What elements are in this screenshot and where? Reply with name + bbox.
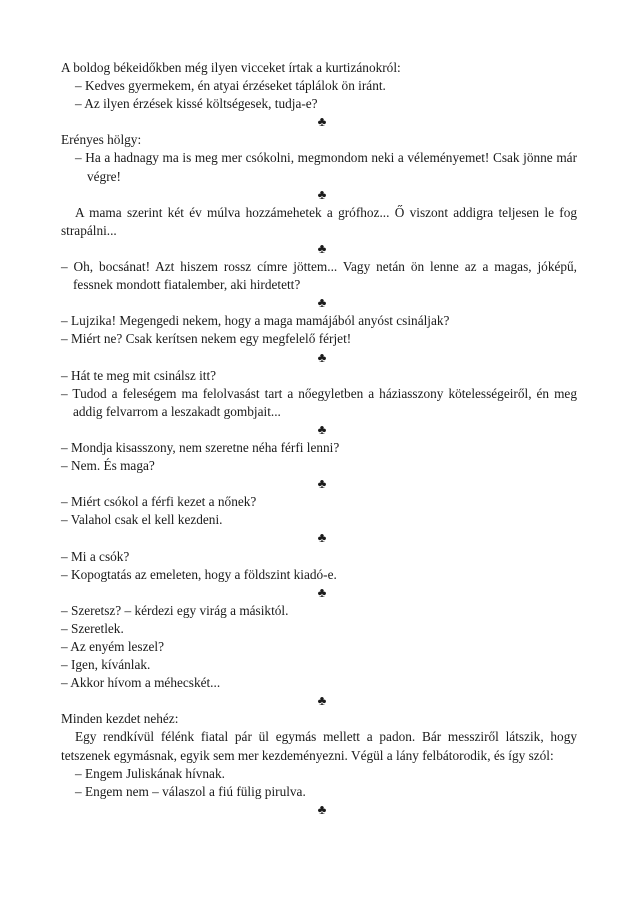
club-separator: ♣ xyxy=(317,421,327,437)
club-separator: ♣ xyxy=(317,114,327,130)
dialogue-line: – Miért ne? Csak kerítsen nekem egy megfelelő férjet! xyxy=(61,331,352,347)
club-separator: ♣ xyxy=(317,693,327,709)
club-separator: ♣ xyxy=(317,476,327,492)
dialogue-line: – Engem Juliskának hívnak. xyxy=(75,765,225,781)
dialogue-line: – Tudod a feleségem ma felolvasást tart a nőegyletben a háziasszony kötelességeiről, én meg addig felvarrom a leszakadt gombjait... xyxy=(61,385,577,419)
club-separator: ♣ xyxy=(317,240,327,256)
dialogue-line: – Mondja kisasszony, nem szeretne néha férfi lenni? xyxy=(61,439,340,455)
club-separator: ♣ xyxy=(317,295,327,311)
dialogue-line: – Miért csókol a férfi kezet a nőnek? xyxy=(61,494,257,510)
dialogue-line: – Nem. És maga? xyxy=(61,458,155,474)
dialogue-line: – Szeretlek. xyxy=(61,620,124,636)
dialogue-line: – Szeretsz? – kérdezi egy virág a másiktól. xyxy=(61,602,289,618)
club-separator: ♣ xyxy=(317,186,327,202)
dialogue-line: – Az ilyen érzések kissé költségesek, tudja-e? xyxy=(75,96,318,112)
dialogue-line: – Kopogtatás az emeleten, hogy a földszint kiadó-e. xyxy=(61,566,337,582)
club-separator: ♣ xyxy=(317,584,327,600)
dialogue-line: – Akkor hívom a méhecskét... xyxy=(61,675,221,691)
document-page xyxy=(61,59,577,819)
dialogue-line: – Hát te meg mit csinálsz itt? xyxy=(61,367,217,383)
section-heading: A boldog békeidőkben még ilyen vicceket írtak a kurtizánokról: xyxy=(61,60,401,75)
dialogue-line: – Oh, bocsánat! Azt hiszem rossz címre jöttem... Vagy netán ön lenne az a magas, jóképű, fessnek mondott fiatalember, aki hirdetett? xyxy=(61,259,577,293)
dialogue-line: – Kedves gyermekem, én atyai érzéseket táplálok ön iránt. xyxy=(75,78,386,94)
section-heading: Erényes hölgy: xyxy=(61,132,142,148)
dialogue-line: – Az enyém leszel? xyxy=(61,639,165,654)
dialogue-line: – Mi a csók? xyxy=(61,548,130,564)
dialogue-line: – Igen, kívánlak. xyxy=(61,657,151,673)
club-separator: ♣ xyxy=(317,349,327,365)
club-separator: ♣ xyxy=(317,801,327,817)
section-heading: Minden kezdet nehéz: xyxy=(61,711,179,727)
dialogue-line: – Lujzika! Megengedi nekem, hogy a maga mamájából anyóst csináljak? xyxy=(61,313,450,329)
paragraph: Egy rendkívül félénk fiatal pár ül egymás mellett a padon. Bár messziről látszik, hogy tetszenek egymásnak, egyik sem mer kezdeményezni. Végül a lány felbátorodik, és így szól: xyxy=(61,729,577,763)
paragraph: A mama szerint két év múlva hozzámehetek a grófhoz... Ő viszont addigra teljesen le fog strapálni... xyxy=(61,204,577,238)
dialogue-line: – Valahol csak el kell kezdeni. xyxy=(61,512,223,528)
dialogue-line: – Engem nem – válaszol a fiú fülig pirulva. xyxy=(75,783,306,799)
club-separator: ♣ xyxy=(317,530,327,546)
dialogue-line: – Ha a hadnagy ma is meg mer csókolni, megmondom neki a véleményemet! Csak jönne már végre! xyxy=(75,150,577,184)
